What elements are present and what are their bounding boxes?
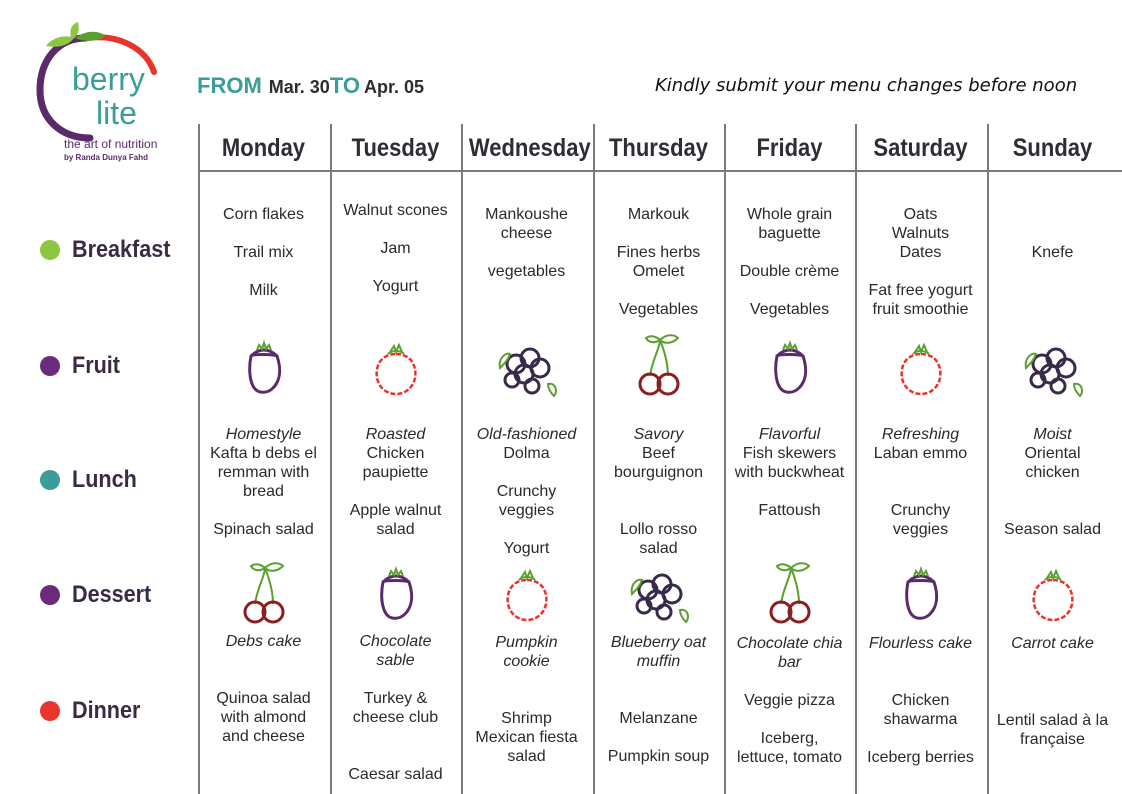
breakfast-thursday: Markouk Fines herbs Omelet Vegetables <box>616 206 701 318</box>
day-header-saturday: Saturday <box>873 134 968 162</box>
blueberry-icon <box>492 334 562 404</box>
dinner-dot <box>40 701 60 721</box>
breakfast-monday: Corn flakes Trail mix Milk <box>223 206 304 299</box>
dessert-dot <box>40 585 60 605</box>
breakfast-friday: Whole grain baguette Double crème Vegetables <box>739 206 840 318</box>
meal-label-dessert: Dessert <box>40 581 160 609</box>
day-header-wednesday: Wednesday <box>468 134 591 162</box>
to-label: TO <box>329 73 360 98</box>
plum-icon <box>361 560 431 630</box>
blueberry-icon <box>624 560 694 630</box>
day-header-monday: Monday <box>221 134 306 162</box>
day-header-tuesday: Tuesday <box>351 134 440 162</box>
raspberry-icon <box>492 560 562 630</box>
raspberry-icon <box>1018 560 1088 630</box>
lunch-dot <box>40 470 60 490</box>
dinner-thursday: Melanzane Pumpkin soup <box>607 710 710 765</box>
cherry-icon <box>624 332 694 402</box>
lunch-friday: Flavorful Fish skewers with buckwheat Fattoush <box>734 426 845 519</box>
dinner-wednesday: Shrimp Mexican fiesta salad <box>475 710 578 765</box>
from-label: FROM <box>197 73 262 98</box>
dessert-wednesday: Pumpkin cookie <box>495 634 558 670</box>
lunch-tuesday: Roasted Chicken paupiette Apple walnut salad <box>349 426 442 538</box>
meal-label-breakfast: Breakfast <box>40 236 181 264</box>
dessert-monday: Debs cake <box>225 633 302 650</box>
raspberry-icon <box>361 334 431 404</box>
meal-label-dinner: Dinner <box>40 697 148 725</box>
logo-tagline: the art of nutrition <box>64 137 158 151</box>
dessert-thursday: Blueberry oat muffin <box>610 634 707 670</box>
logo-author: by Randa Dunya Fahd <box>64 153 149 162</box>
dinner-friday: Veggie pizza Iceberg, lettuce, tomato <box>737 692 842 766</box>
breakfast-tuesday: Walnut scones Jam Yogurt <box>343 202 448 295</box>
header-underline <box>198 170 1122 172</box>
plum-icon <box>229 334 299 404</box>
submission-notice: Kindly submit your menu changes before noon <box>655 75 1078 96</box>
dessert-tuesday: Chocolate sable <box>359 633 432 669</box>
plum-icon <box>886 560 956 630</box>
plum-icon <box>755 334 825 404</box>
dinner-saturday: Chicken shawarma Iceberg berries <box>867 692 974 766</box>
dinner-monday: Quinoa salad with almond and cheese <box>216 690 311 745</box>
fruit-dot <box>40 356 60 376</box>
raspberry-icon <box>886 334 956 404</box>
date-range <box>197 73 424 99</box>
cherry-icon <box>755 560 825 630</box>
lunch-saturday: Refreshing Laban emmo Crunchy veggies <box>873 426 968 538</box>
cherry-icon <box>229 560 299 630</box>
blueberry-icon <box>1018 334 1088 404</box>
to-date: Apr. 05 <box>363 77 424 97</box>
lunch-thursday: Savory Beef bourguignon Lollo rosso salad <box>614 426 703 557</box>
dessert-friday: Chocolate chia bar <box>736 635 843 671</box>
dessert-saturday: Flourless cake <box>868 635 973 652</box>
logo-word-lite: lite <box>96 95 137 131</box>
dinner-sunday: Lentil salad à la française <box>996 712 1109 748</box>
meal-label-lunch: Lunch <box>40 466 144 494</box>
from-date: Mar. 30 <box>268 77 330 97</box>
lunch-sunday: Moist Oriental chicken Season salad <box>1004 426 1101 538</box>
breakfast-sunday: Knefe <box>1031 244 1074 261</box>
day-header-sunday: Sunday <box>1012 134 1093 162</box>
lunch-monday: Homestyle Kafta b debs el remman with bread Spinach salad <box>210 426 317 538</box>
day-header-thursday: Thursday <box>608 134 709 162</box>
dessert-sunday: Carrot cake <box>1011 635 1094 652</box>
lunch-wednesday: Old-fashioned Dolma Crunchy veggies Yogurt <box>476 426 577 557</box>
breakfast-saturday: Oats Walnuts Dates Fat free yogurt fruit smoothie <box>868 206 973 318</box>
dinner-tuesday: Turkey & cheese club Caesar salad <box>348 690 443 783</box>
meal-label-fruit: Fruit <box>40 352 125 380</box>
breakfast-dot <box>40 240 60 260</box>
day-header-friday: Friday <box>756 134 823 162</box>
logo-word-berry: berry <box>72 61 145 97</box>
breakfast-wednesday: Mankoushe cheese vegetables <box>485 206 568 280</box>
